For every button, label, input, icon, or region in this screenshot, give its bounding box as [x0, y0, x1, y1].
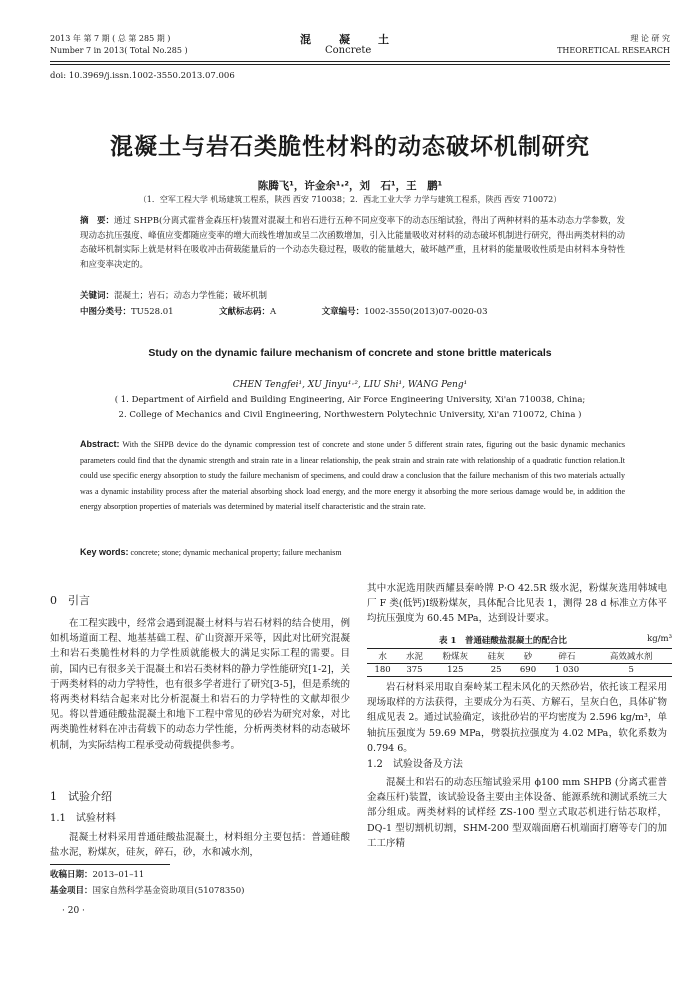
table-cell: 375	[398, 664, 431, 677]
materials-paragraph: 混凝土材料采用普通硅酸盐混凝土，材料组分主要包括：普通硅酸盐水泥，粉煤灰，硅灰，碎石，砂，水和减水剂，	[50, 832, 350, 859]
article-no-label: 文章编号：	[321, 307, 365, 317]
received-value: 2013–01–11	[92, 870, 145, 880]
paper-title-en: Study on the dynamic failure mechanism of concrete and stone brittle matericals	[148, 347, 552, 359]
funding-value: 国家自然科学基金资助项目(51078350)	[92, 886, 245, 896]
table-header-cell: 水	[367, 649, 398, 664]
keywords-cn-label: 关键词：	[80, 291, 115, 301]
table-header-cell: 水泥	[398, 649, 431, 664]
table-cell: 690	[512, 664, 543, 677]
table-1-title: 表 1 普通硅酸盐混凝土的配合比	[439, 636, 567, 646]
table-header-row	[367, 649, 672, 664]
clc-label: 中图分类号：	[80, 307, 132, 317]
abstract-cn	[80, 214, 625, 272]
materials-paragraph-wrap	[50, 830, 350, 860]
table-cell: 125	[431, 664, 480, 677]
table-1-unit: kg/m³	[647, 634, 672, 644]
doc-code-label: 文献标志码：	[219, 307, 271, 317]
funding-label: 基金项目：	[50, 886, 93, 896]
clc-value: TU528.01	[131, 307, 174, 317]
table-1	[367, 634, 672, 677]
mix-table	[367, 648, 672, 677]
article-no-value: 1002-3550(2013)07-0020-03	[364, 307, 488, 317]
keywords-en-label: Key words:	[80, 547, 129, 557]
authors-en: CHEN Tengfei¹, XU Jinyu¹·², LIU Shi¹, WANG Peng¹	[232, 380, 468, 390]
received-label: 收稿日期：	[50, 870, 93, 880]
table-1-caption-row	[367, 634, 672, 648]
header-issue-cn: 2013 年 第 7 期 ( 总 第 285 期 )	[50, 34, 171, 43]
abstract-cn-label: 摘 要：	[80, 216, 115, 226]
abstract-en-text: With the SHPB device do the dynamic compression test of concrete and stone under 5 different strain rates, figuring out the basic dynamic mechanics parameters could find that the dynamic strength and strain rate in a linear relationship, the peak strain and strain rate with relationship of a quadratic function relation.It could use specific energy absorption to study the failure mechanism of specimens, and could draw a conclusion that the failure mechanism of this two materials actually was a dynamic instability process after the material absorbing shock load energy, and the more energy it absorbing the more serious damage would be, in addition the energy absorption properties of materials was determined by material itself characteristic and the strain rate.	[80, 440, 625, 512]
received-date	[50, 868, 144, 880]
affiliation-en-2: 2. College of Mechanics and Civil Engineering, Northwestern Polytechnic University, Xi'an 710072, China )	[118, 410, 582, 420]
keywords-en	[80, 547, 625, 557]
table-header-cell: 碎石	[544, 649, 591, 664]
equipment-paragraph-wrap	[367, 775, 667, 851]
equipment-paragraph: 混凝土和岩石的动态压缩试验采用 ϕ100 mm SHPB (分离式霍普金森压杆)装置，该试验设备主要由主体设备、能源系统和测试系统三大部分组成。两类材料的试样经 ZS-100 型立式取芯机进行钻芯取样，DQ-1 型切割机切割，SHM-200 型双端面磨石机端面打磨等专门的加工工序精	[367, 777, 667, 849]
section-1-1-heading: 1.1 试验材料	[50, 813, 116, 824]
table-header-cell: 硅灰	[480, 649, 513, 664]
keywords-en-text: concrete; stone; dynamic mechanical property; failure mechanism	[130, 548, 342, 557]
intro-paragraph-wrap	[50, 616, 350, 753]
table-cell: 5	[590, 664, 672, 677]
header-issue-en: Number 7 in 2013( Total No.285 )	[50, 46, 188, 55]
abstract-en	[80, 437, 625, 515]
mix-paragraph: 其中水泥选用陕西耀县秦岭牌 P·O 42.5R 级水泥，粉煤灰选用韩城电厂 F 类(低钙)Ⅰ级粉煤灰，具体配合比见表 1，测得 28 d 标准立方体平均抗压强度为 60.45 MPa，达到设计要求。	[367, 583, 667, 625]
rock-paragraph: 岩石材料采用取自秦岭某工程未风化的天然砂岩，依托该工程采用现场取样的方法获得，主要成分为石英、方解石，呈灰白色，具体矿物组成见表 2。通过试验确定，该批砂岩的平均密度为 2.596 kg/m³，单轴抗压强度为 59.69 MPa，劈裂抗拉强度为 4.02 MPa，软化系数为 0.794 6。	[367, 682, 667, 754]
header-section-cn: 理 论 研 究	[630, 34, 670, 43]
header-journal-en: Concrete	[325, 45, 372, 56]
authors-cn: 陈腾飞¹，许金余¹·²，刘 石¹，王 鹏¹	[257, 180, 443, 192]
table-cell: 25	[480, 664, 513, 677]
keywords-cn-text: 混凝土；岩石；动态力学性能；破坏机制	[114, 291, 268, 301]
footnote-rule	[50, 864, 170, 865]
affiliation-cn: （1．空军工程大学 机场建筑工程系，陕西 西安 710038；2．西北工业大学 力学与建筑工程系，陕西 西安 710072）	[138, 195, 562, 204]
doc-code-value: A	[270, 307, 277, 317]
section-1-heading: 1 试验介绍	[50, 790, 112, 803]
affiliation-en-1: ( 1. Department of Airfield and Building Engineering, Air Force Engineering University, Xi'an 710038, China;	[114, 395, 586, 405]
intro-paragraph: 在工程实践中，经常会遇到混凝土材料与岩石材料的结合使用，例如机场道面工程、地基基础工程、矿山资源开采等，因此对比研究混凝土和岩石类脆性材料的力学性质就能极大的满足实际工程的需要。目前，国内已有很多关于混凝土和岩石类材料的静力学性能研究[1-2]，关于两类材料的动力学特性，也有很多学者进行了研究[3-5]，但是系统的将两类材料结合起来对比分析混凝土和岩石的力学特性的文献却很少见。将以普通硅酸盐混凝土和地下工程中常见的砂岩为研究对象，对比两类脆性材料在冲击荷载下的动态力学性能，分析两类材料的动态破坏机制，为实际结构工程承受动荷载提供参考。	[50, 618, 350, 751]
paper-title-cn: 混凝土与岩石类脆性材料的动态破坏机制研究	[110, 134, 590, 160]
header-journal-cn: 混 凝 土	[300, 33, 391, 46]
page-number: · 20 ·	[62, 906, 85, 916]
header-section-en: THEORETICAL RESEARCH	[557, 46, 670, 55]
rock-paragraph-wrap	[367, 680, 667, 756]
keywords-cn	[80, 289, 267, 301]
right-intro-wrap	[367, 581, 667, 627]
doi: doi: 10.3969/j.issn.1002-3550.2013.07.006	[50, 71, 235, 81]
classification-line	[80, 305, 625, 317]
section-0-heading: 0 引言	[50, 594, 90, 607]
funding	[50, 884, 244, 896]
table-cell: 180	[367, 664, 398, 677]
section-1-2-heading: 1.2 试验设备及方法	[367, 759, 463, 770]
abstract-en-label: Abstract:	[80, 439, 120, 449]
table-header-cell: 高效减水剂	[590, 649, 672, 664]
table-row	[367, 664, 672, 677]
table-cell: 1 030	[544, 664, 591, 677]
header-rule-thin	[50, 64, 670, 65]
table-header-cell: 粉煤灰	[431, 649, 480, 664]
header-rule	[50, 61, 670, 62]
abstract-cn-text: 通过 SHPB(分离式霍普金森压杆)装置对混凝土和岩石进行五种不同应变率下的动态压缩试验，得出了两种材料的基本动态力学参数，发现动态抗压强度、峰值应变都随应变率的增大而线性增加或呈二次函数增加，引入比能量吸收对材料的动态破坏机制进行研究，得出两类材料的动态破坏机制实际上就是材料在吸收冲击荷载能量后的一个动态失稳过程，吸收的能量越大，破坏越严重，且材料的能量吸收性质是由材料本身特性和应变率决定的。	[80, 216, 625, 270]
table-header-cell: 砂	[512, 649, 543, 664]
